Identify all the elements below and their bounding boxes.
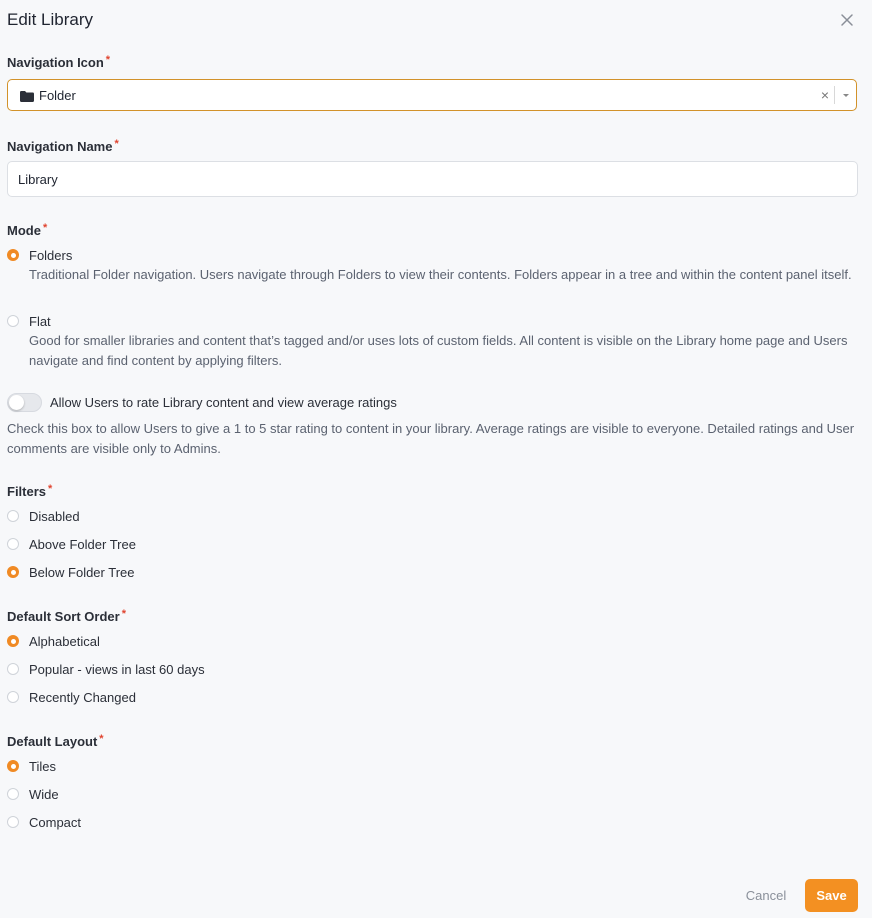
sort-recent-label[interactable]: Recently Changed: [29, 690, 136, 705]
mode-folders-description: Traditional Folder navigation. Users navigate through Folders to view their contents. Folders appear in a tree and within the content panel itself.: [29, 267, 852, 282]
close-icon[interactable]: [838, 11, 856, 29]
folder-icon: [20, 89, 34, 107]
layout-tiles-radio[interactable]: [7, 760, 19, 772]
filters-below-radio[interactable]: [7, 566, 19, 578]
required-marker: *: [42, 222, 48, 234]
filters-below-label[interactable]: Below Folder Tree: [29, 565, 135, 580]
layout-compact-label[interactable]: Compact: [29, 815, 82, 830]
filters-disabled-label[interactable]: Disabled: [29, 509, 80, 524]
mode-folders-label[interactable]: Folders: [29, 248, 73, 263]
toggle-knob: [9, 395, 24, 410]
navigation-icon-label: Navigation Icon *: [7, 54, 111, 70]
cancel-button[interactable]: Cancel: [738, 880, 794, 910]
filters-above-radio[interactable]: [7, 538, 19, 550]
filters-disabled-radio[interactable]: [7, 510, 19, 522]
dialog-title: Edit Library: [7, 10, 93, 29]
navigation-name-input[interactable]: [7, 161, 858, 197]
rating-toggle[interactable]: [7, 393, 42, 412]
navigation-icon-select[interactable]: [7, 79, 857, 111]
rating-toggle-label: Allow Users to rate Library content and view average ratings: [50, 395, 397, 410]
sort-popular-label[interactable]: Popular - views in last 60 days: [29, 662, 205, 677]
layout-label: Default Layout *: [7, 733, 104, 749]
mode-flat-radio[interactable]: [7, 315, 19, 327]
filters-label: Filters *: [7, 483, 53, 499]
sort-order-label: Default Sort Order *: [7, 608, 126, 624]
required-marker: *: [105, 54, 111, 66]
mode-flat-description: Good for smaller libraries and content that’s tagged and/or uses lots of custom fields. All content is visible on the Library home page and Users navigate and find content by applying filters.: [29, 333, 848, 368]
rating-help-text: Check this box to allow Users to give a 1 to 5 star rating to content in your library. Average ratings are visible to everyone. Detailed ratings and User comments are visible only to Admins.: [7, 421, 855, 456]
layout-compact-radio[interactable]: [7, 816, 19, 828]
layout-wide-label[interactable]: Wide: [29, 787, 59, 802]
clear-icon[interactable]: ×: [820, 87, 829, 103]
required-marker: *: [121, 608, 126, 620]
sort-popular-radio[interactable]: [7, 663, 19, 675]
layout-tiles-label[interactable]: Tiles: [29, 759, 56, 774]
layout-wide-radio[interactable]: [7, 788, 19, 800]
mode-label: Mode *: [7, 222, 48, 238]
mode-folders-radio[interactable]: [7, 249, 19, 261]
chevron-down-icon[interactable]: [843, 94, 849, 97]
sort-alphabetical-label[interactable]: Alphabetical: [29, 634, 100, 649]
select-divider: [834, 86, 835, 104]
navigation-icon-value: Folder: [39, 88, 76, 103]
required-marker: *: [48, 483, 53, 495]
mode-flat-label[interactable]: Flat: [29, 314, 51, 329]
required-marker: *: [114, 138, 119, 150]
sort-recent-radio[interactable]: [7, 691, 19, 703]
required-marker: *: [99, 733, 104, 745]
save-button[interactable]: Save: [805, 879, 858, 912]
sort-alphabetical-radio[interactable]: [7, 635, 19, 647]
navigation-name-label: Navigation Name *: [7, 138, 119, 154]
filters-above-label[interactable]: Above Folder Tree: [29, 537, 136, 552]
